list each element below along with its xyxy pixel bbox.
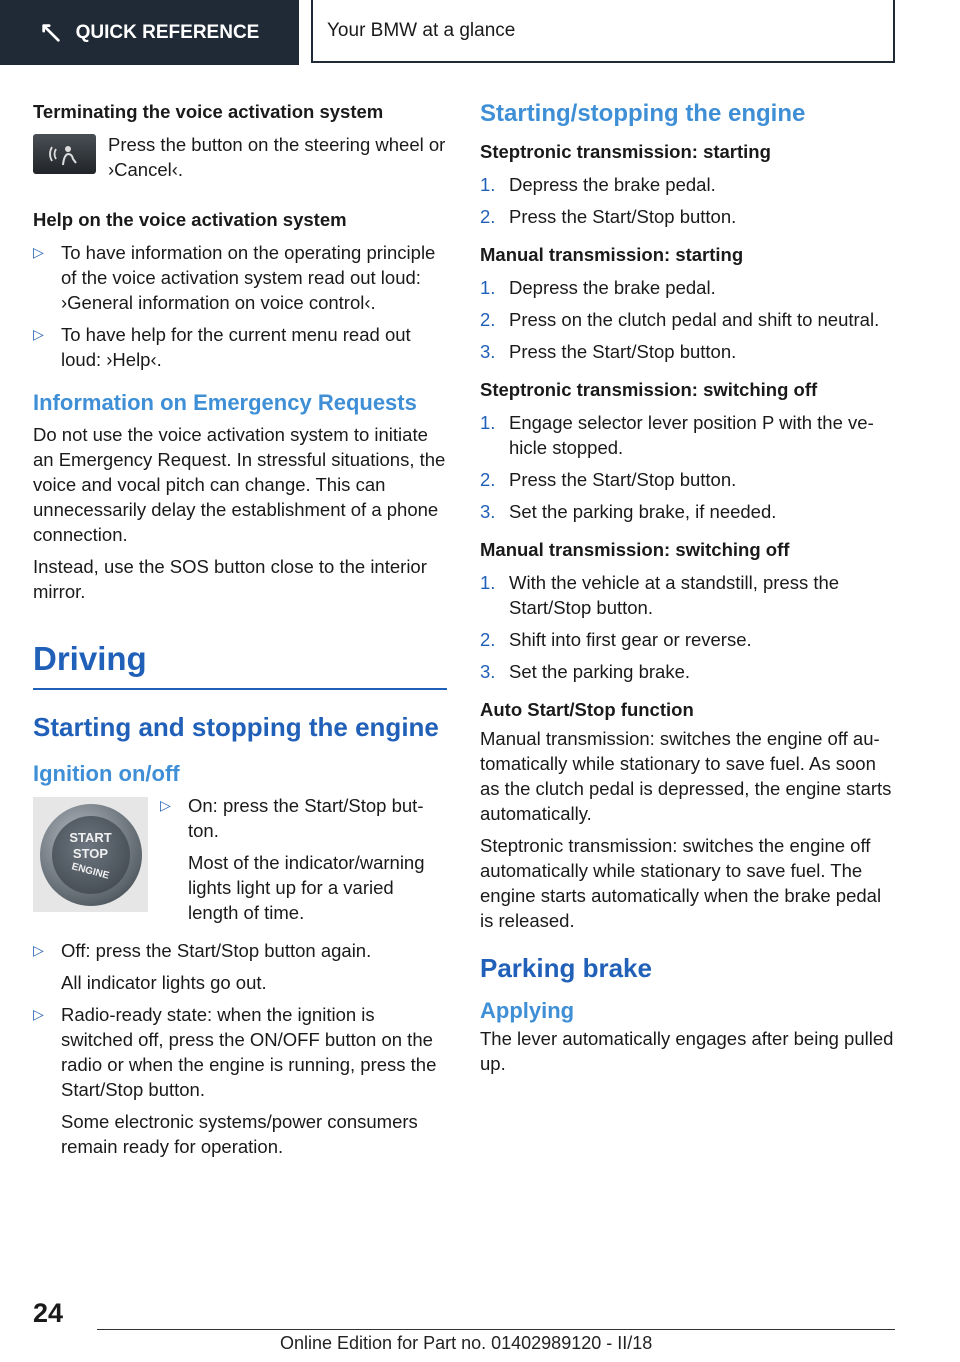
list-item: ▷ To have information on the operating principle of the voice activation system read out loud: ›General information on voice control‹.: [33, 240, 447, 315]
applying-text: The lever automatically engages after being pulled up.: [480, 1028, 894, 1075]
quick-reference-icon: [40, 22, 62, 44]
help-heading: Help on the voice activation system: [33, 209, 347, 231]
manual-start-steps: [480, 275, 894, 364]
manual-off-steps: [480, 570, 894, 684]
list-item: 2. Press the Start/Stop button.: [480, 206, 737, 228]
steptronic-start-heading: Steptronic transmission: starting: [480, 141, 771, 162]
auto-paragraph: Steptronic transmission: switches the engine off automatically while stationary to save fuel. The engine starts automatically when the brake pedal is released.: [480, 835, 882, 932]
right-column: [480, 100, 894, 1083]
driving-heading: Driving: [33, 640, 147, 678]
ignition-list: [33, 938, 447, 1159]
emergency-heading: Information on Emergency Requests: [33, 390, 417, 416]
terminating-row: [33, 132, 447, 182]
list-item: [33, 1002, 447, 1159]
start-stop-label: [52, 816, 130, 894]
steptronic-start-steps: [480, 172, 894, 229]
section-tab[interactable]: [0, 0, 299, 65]
list-item: 2. Press the Start/Stop button.: [480, 469, 737, 491]
terminating-heading: Terminating the voice activation system: [33, 101, 384, 122]
list-item: [33, 938, 447, 995]
radio-ready-note: Some electronic systems/power consumers remain ready for operation.: [61, 1111, 418, 1158]
heading-rule: [33, 688, 447, 690]
list-item: ▷ To have help for the current menu read out loud: ›Help‹.: [33, 322, 447, 372]
list-item: 1. With the vehicle at a standstill, press the Start/Stop button.: [480, 572, 840, 619]
help-list: [33, 240, 447, 372]
ignition-heading: Ignition on/off: [33, 761, 180, 787]
applying-heading: Applying: [480, 998, 575, 1024]
ignition-on-note: Most of the indicator/warning lights light up for a varied length of time.: [188, 852, 425, 924]
engine-label: ENGINE: [70, 860, 111, 882]
start-label: START: [69, 829, 112, 845]
left-column: [33, 100, 447, 1173]
list-item: 1. Engage selector lever position P with the vehicle stopped.: [480, 412, 874, 459]
ignition-off-note: All indicator lights go out.: [61, 972, 267, 994]
radio-ready-text: Radio-ready state: when the ignition is switched off, press the ON/OFF button on the radio or when the engine is running, press the Start/Stop button.: [61, 1004, 437, 1101]
list-item: [160, 793, 447, 925]
start-stop-button-image: [33, 797, 148, 912]
list-item: 1. Depress the brake pedal.: [480, 174, 716, 196]
parking-heading: Parking brake: [480, 953, 652, 984]
list-item: 1. Depress the brake pedal.: [480, 277, 716, 299]
auto-heading: Auto Start/Stop function: [480, 699, 694, 721]
voice-button-image: [33, 134, 96, 174]
stop-label: STOP: [72, 845, 109, 861]
steptronic-off-steps: [480, 410, 894, 524]
auto-paragraph: Manual transmission: switches the engine off automatically while stationary to save fuel. As soon as the clutch pedal is depressed, the engine starts automatically.: [480, 728, 892, 825]
start-stop-knob: [40, 804, 142, 906]
terminating-text: Press the button on the steering wheel or ›Cancel‹.: [108, 134, 446, 181]
footer-rule: [97, 1329, 895, 1330]
list-item: 2. Shift into first gear or reverse.: [480, 629, 752, 651]
startstop-heading: Starting and stopping the engine: [33, 712, 439, 743]
edition-text: Online Edition for Part no. 01402989120 - II/18: [280, 1333, 653, 1353]
list-item: 3. Press the Start/Stop button.: [480, 341, 737, 363]
ignition-on-row: [33, 793, 447, 932]
page-number: 24: [33, 1298, 64, 1328]
chapter-title-text: Your BMW at a glance: [327, 19, 516, 41]
voice-control-icon: [46, 141, 84, 167]
list-item: 3. Set the parking brake, if needed.: [480, 501, 777, 523]
ignition-off-text: Off: press the Start/Stop button again.: [61, 940, 372, 962]
section-tab-label: QUICK REFERENCE: [75, 21, 260, 43]
list-item: 3. Set the parking brake.: [480, 661, 690, 683]
chapter-title: [311, 0, 895, 63]
emergency-paragraph: Do not use the voice activation system to initiate an Emergency Request. In stressful situations, the voice and vocal pitch can change. This can unnecessarily delay the establishment of a phone connection.: [33, 424, 446, 546]
list-item: 2. Press on the clutch pedal and shift to neutral.: [480, 309, 880, 331]
ignition-on-text: On: press the Start/Stop button.: [188, 795, 424, 842]
manual-start-heading: Manual transmission: starting: [480, 244, 744, 266]
ignition-on-list: [160, 793, 447, 932]
emergency-paragraph: Instead, use the SOS button close to the interior mirror.: [33, 556, 427, 603]
steptronic-off-heading: Steptronic transmission: switching off: [480, 379, 818, 401]
manual-off-heading: Manual transmission: switching off: [480, 539, 790, 561]
engine-heading: Starting/stopping the engine: [480, 100, 806, 127]
